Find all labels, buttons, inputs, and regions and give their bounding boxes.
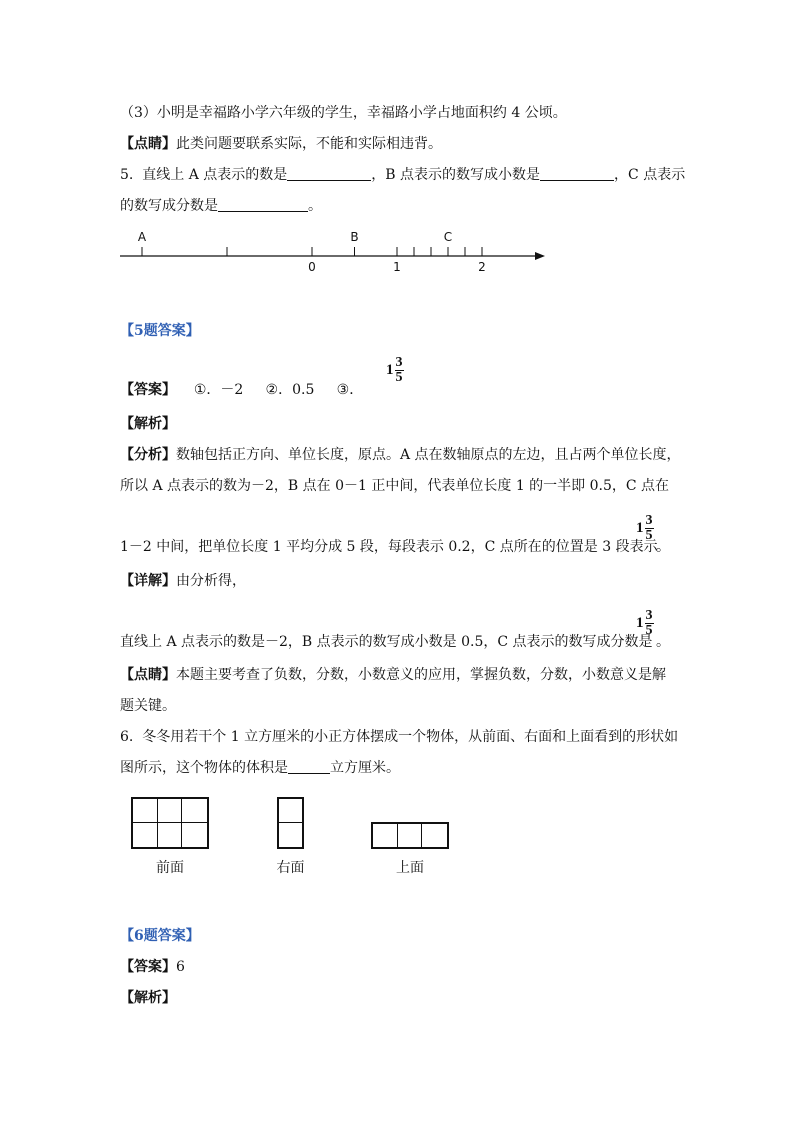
jiexi-heading: 【解析】	[120, 416, 176, 432]
fraction-xiangjie	[636, 609, 654, 638]
xiangjie-text-2: 直线上 A 点表示的数是－2，B 点表示的数写成小数是 0.5，C 点表示的数写成分数是	[120, 634, 653, 650]
q5-answer-line	[120, 380, 363, 400]
xiangjie-line-2	[120, 632, 653, 652]
point-label-b: B	[350, 230, 359, 244]
dianjing-tag-2: 【点睛】	[120, 667, 176, 683]
q6-text-2b: 立方厘米。	[330, 760, 400, 776]
axis-arrow	[535, 252, 545, 260]
top-view-grid	[371, 822, 449, 849]
number-line	[0, 0, 794, 290]
front-view-grid	[131, 797, 209, 849]
q6-answer-tag: 【答案】	[120, 959, 176, 975]
q5-text-e: 。	[308, 198, 322, 214]
q6-text-1: 冬冬用若干个 1 立方厘米的小正方体摆成一个物体，从前面、右面和上面看到的形状如	[142, 729, 679, 745]
period-1: 。	[656, 539, 670, 555]
grid-cell	[133, 823, 158, 847]
q5-number: 5.	[120, 167, 134, 183]
answer-1: ①．－2	[193, 382, 244, 398]
answer-tag: 【答案】	[120, 382, 176, 398]
grid-cell	[373, 824, 398, 847]
fraction-fenxi	[636, 514, 654, 543]
fenxi-line-3	[120, 537, 658, 557]
grid-cell	[158, 823, 183, 847]
q5-text-a: 直线上 A 点表示的数是	[142, 167, 288, 183]
point-label-a: A	[137, 230, 147, 244]
q5-text-d: 的数写成分数是	[120, 198, 218, 214]
q6-jiexi-heading: 【解析】	[120, 990, 176, 1006]
grid-cell	[133, 799, 158, 823]
fraction-whole: 1	[386, 362, 394, 378]
fenxi-text-1: 数轴包括正方向、单位长度，原点。A 点在数轴原点的左边，且占两个单位长度，	[176, 447, 681, 463]
q6-answer-value: 6	[176, 959, 185, 975]
dianjing-text-2: 题关键。	[120, 698, 176, 714]
question-6	[120, 727, 678, 747]
fraction-numerator: 3	[395, 355, 403, 370]
xiangjie-text-1: 由分析得，	[176, 573, 246, 589]
grid-cell	[398, 824, 423, 847]
q6-answer-line	[120, 957, 185, 977]
tick-label: 1	[393, 260, 401, 274]
right-view-grid	[277, 797, 304, 849]
line-1-text: （3）小明是幸福路小学六年级的学生，幸福路小学占地面积约 4 公顷。	[120, 105, 567, 121]
fraction-denominator: 5	[645, 528, 653, 543]
dianjing-line-2	[120, 696, 176, 716]
answer-2: ②．0.5	[265, 382, 315, 398]
fraction-whole: 1	[636, 615, 644, 631]
fraction-denominator: 5	[395, 370, 403, 385]
fraction-whole: 1	[636, 520, 644, 536]
dianjing-tag: 【点睛】	[120, 136, 176, 152]
tick-label: 2	[478, 260, 486, 274]
q5-text-c: ，C 点表示	[614, 167, 686, 183]
right-view-label: 右面	[276, 860, 305, 876]
line-2-text: 此类问题要联系实际，不能和实际相违背。	[176, 136, 442, 152]
fenxi-text-3: 1－2 中间，把单位长度 1 平均分成 5 段，每段表示 0.2，C 点所在的位置是 3 段表示	[120, 539, 658, 555]
xiangjie-tag: 【详解】	[120, 573, 176, 589]
q6-text-2a: 图所示，这个物体的体积是	[120, 760, 288, 776]
point-label-c: C	[443, 230, 453, 244]
q5-answer-heading: 【5题答案】	[120, 323, 200, 339]
xiangjie-line-1	[120, 571, 246, 591]
answer-3: ③．	[336, 382, 364, 398]
period-2: 。	[656, 634, 670, 650]
grid-cell	[182, 823, 207, 847]
front-view-label: 前面	[156, 860, 184, 876]
grid-cell	[279, 799, 302, 823]
grid-cell	[422, 824, 447, 847]
grid-cell	[158, 799, 183, 823]
question-6-cont	[120, 758, 400, 778]
fraction-answer	[386, 356, 404, 385]
answer-blank-q6[interactable]	[288, 759, 330, 774]
fenxi-text-2: 所以 A 点表示的数为－2，B 点在 0－1 正中间，代表单位长度 1 的一半即 0.5，C 点在	[120, 478, 670, 494]
tick-label: 0	[308, 260, 316, 274]
fraction-denominator: 5	[645, 623, 653, 638]
dianjing-text-1: 本题主要考查了负数，分数，小数意义的应用，掌握负数，分数，小数意义是解	[176, 667, 666, 683]
q5-text-b: ，B 点表示的数写成小数是	[371, 167, 541, 183]
q6-number: 6.	[120, 729, 134, 745]
fraction-numerator: 3	[645, 608, 653, 623]
fraction-numerator: 3	[645, 513, 653, 528]
fenxi-line-1	[120, 445, 681, 465]
grid-cell	[279, 823, 302, 847]
dianjing-line-1	[120, 665, 666, 685]
grid-cell	[182, 799, 207, 823]
fenxi-line-2	[120, 476, 669, 496]
top-view-label: 上面	[396, 860, 424, 876]
fenxi-tag: 【分析】	[120, 447, 176, 463]
q6-answer-heading: 【6题答案】	[120, 928, 200, 944]
